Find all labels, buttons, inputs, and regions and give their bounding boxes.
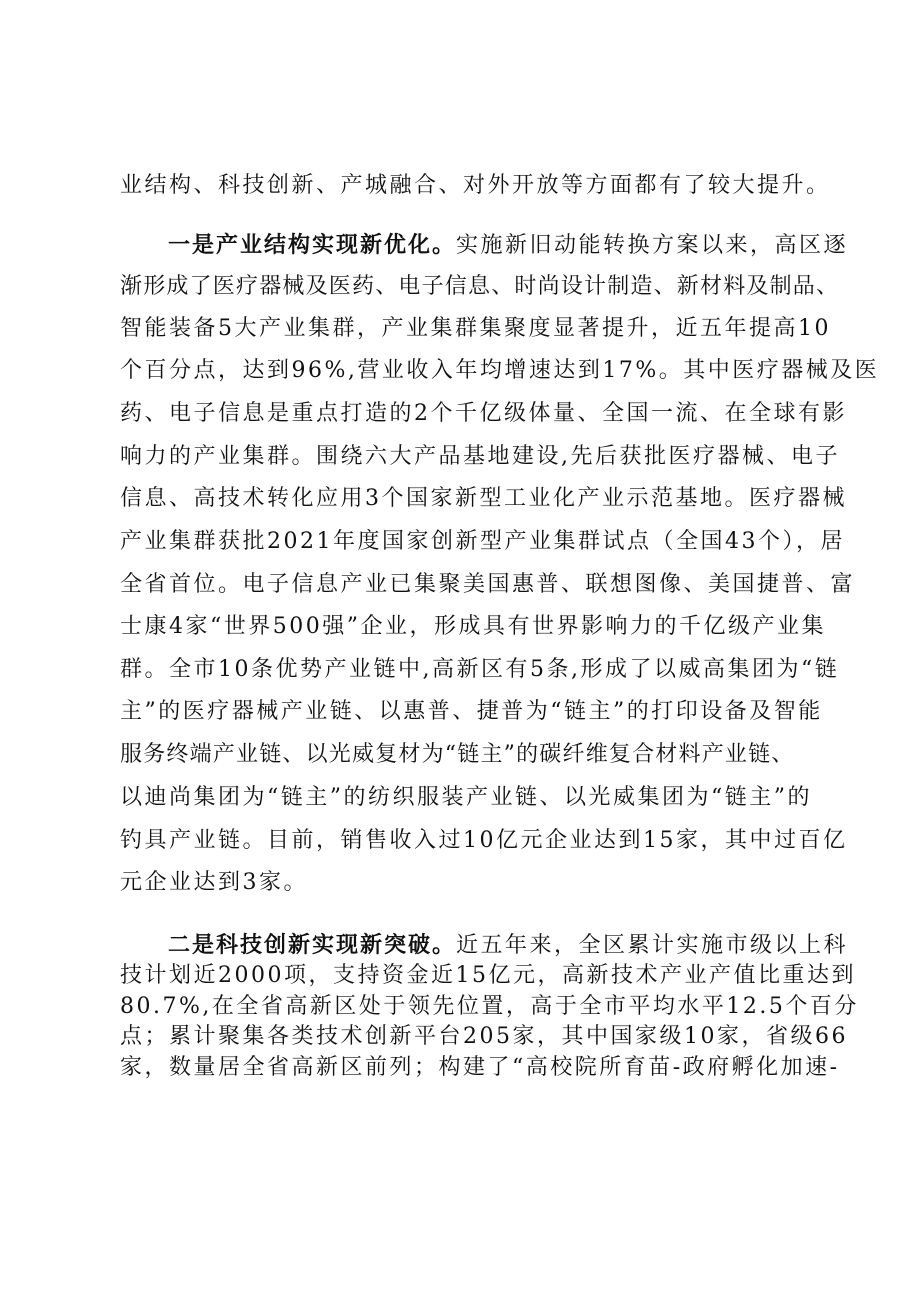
paragraph-line: 80.7%,在全省高新区处于领先位置，高于全市平均水平12.5个百分 [120, 994, 859, 1019]
section-heading: 一是产业结构实现新优化。 [168, 233, 457, 258]
paragraph-line: 点；累计聚集各类技术创新平台205家，其中国家级10家，省级66 [120, 1024, 848, 1049]
paragraph-line [0, 232, 920, 260]
paragraph-text: 近五年来，全区累计实施市级以上科 [456, 933, 849, 958]
paragraph-line: 以迪尚集团为“链主”的纺织服装产业链、以光威集团为“链主”的 [120, 785, 812, 810]
paragraph-line [0, 932, 920, 960]
paragraph-line: 群。全市10条优势产业链中,高新区有5条,形成了以威高集团为“链 [120, 657, 840, 682]
paragraph-line: 士康4家“世界500强”企业，形成具有世界影响力的千亿级产业集 [120, 614, 826, 639]
paragraph-line: 药、电子信息是重点打造的2个千亿级体量、全国一流、在全球有影 [120, 401, 847, 426]
paragraph-line: 渐形成了医疗器械及医药、电子信息、时尚设计制造、新材料及制品、 [120, 274, 840, 299]
paragraph-line: 元企业达到3家。 [120, 870, 308, 895]
paragraph-line: 个百分点，达到96%,营业收入年均增速达到17%。其中医疗器械及医 [120, 358, 880, 383]
paragraph-text: 实施新旧动能转换方案以来，高区逐 [456, 233, 849, 258]
paragraph-line: 技计划近2000项，支持资金近15亿元，高新技术产业产值比重达到 [120, 963, 856, 988]
paragraph-line: 服务终端产业链、以光威复材为“链主”的碳纤维复合材料产业链、 [120, 742, 795, 767]
section-heading: 二是科技创新实现新突破。 [168, 933, 457, 958]
paragraph-line: 钓具产业链。目前，销售收入过10亿元企业达到15家，其中过百亿 [120, 828, 848, 853]
paragraph-line: 业结构、科技创新、产城融合、对外开放等方面都有了较大提升。 [120, 173, 831, 198]
paragraph-line: 响力的产业集群。围绕六大产品基地建设,先后获批医疗器械、电子 [120, 444, 840, 469]
paragraph-line: 全省首位。电子信息产业已集聚美国惠普、联想图像、美国捷普、富 [120, 572, 856, 597]
paragraph-line: 信息、高技术转化应用3个国家新型工业化产业示范基地。医疗器械 [120, 486, 847, 511]
paragraph-line: 主”的医疗器械产业链、以惠普、捷普为“链主”的打印设备及智能 [120, 699, 823, 724]
paragraph-line: 产业集群获批2021年度国家创新型产业集群试点（全国43个），居 [120, 529, 845, 554]
paragraph-line: 家，数量居全省高新区前列；构建了“高校院所育苗-政府孵化加速- [120, 1055, 840, 1080]
paragraph-line: 智能装备5大产业集群，产业集群集聚度显著提升，近五年提高10 [120, 316, 831, 341]
